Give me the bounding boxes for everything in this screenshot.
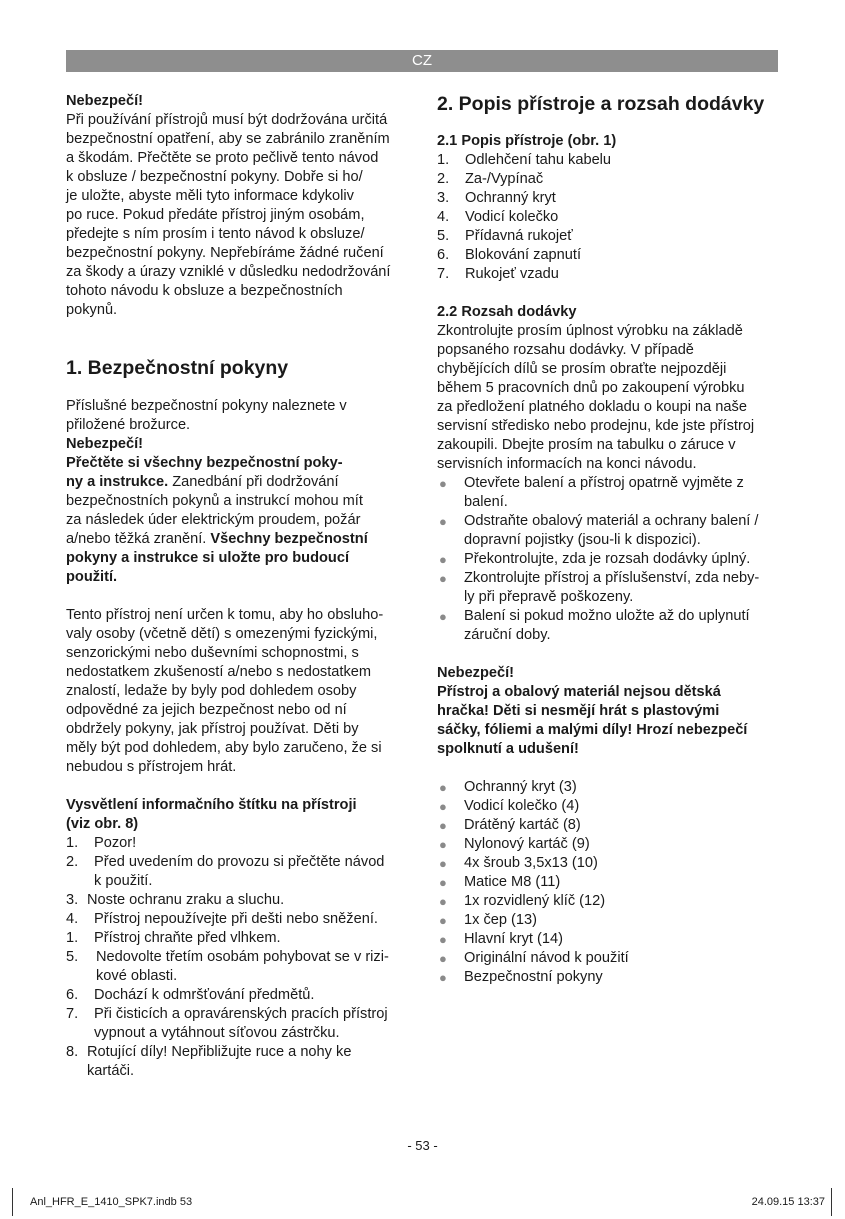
crop-mark-left [12,1188,13,1216]
section-2-2-title: 2.2 Rozsah dodávky [437,304,577,320]
intro-warning-title: Nebezpečí! [66,93,144,109]
list-item: 3. Noste ochranu zraku a sluchu. [66,892,285,908]
bullet-icon: ● [439,837,447,852]
bullet-icon: ● [439,970,447,985]
list-item: 8. Rotující díly! Nepřibližujte ruce a nohy ke kartáči. [66,1044,352,1079]
list-item: ● Ochranný kryt (3) [439,779,577,795]
warning-2-text: Přístroj a obalový materiál nejsou dětská hračka! Děti si nesmějí hrát s plastovými sáčky, fóliemi a malými díly! Hrozí nebezpečí spolknutí a udušení! [437,684,748,757]
list-item: 2. Za-/Vypínač [437,171,544,187]
footer-date-time: 24.09.15 13:37 [751,1196,825,1208]
list-item: 7. Při čisticích a opravárenských pracích přístroj vypnout a vytáhnout síťovou zástrčku. [66,1006,388,1041]
s1-warning: Nebezpečí! [66,436,144,452]
language-label: CZ [412,52,432,69]
list-item: ● Vodicí kolečko (4) [439,798,580,814]
bullet-icon: ● [439,913,447,928]
left-column [66,92,426,1081]
list-item: 6. Dochází k odmršťování předmětů. [66,987,315,1003]
bullet-icon: ● [439,856,447,871]
right-column [437,92,782,987]
bullet-icon: ● [439,932,447,947]
device-parts-list [437,151,782,284]
bullet-icon: ● [439,476,447,491]
list-item: 1. Pozor! [66,835,137,851]
bullet-icon: ● [439,780,447,795]
list-item: ● Originální návod k použití [439,950,629,966]
delivery-contents-list [437,778,782,987]
section-2-1-title: 2.1 Popis přístroje (obr. 1) [437,133,617,149]
list-item: ● Odstraňte obalový materiál a ochrany balení / dopravní pojistky (jsou-li k dispozici). [439,513,759,548]
label-explanation-list [66,834,426,1081]
list-item: 5. Nedovolte třetím osobám pohybovat se v rizi- kové oblasti. [66,949,389,984]
bullet-icon: ● [439,894,447,909]
warning-2-title: Nebezpečí! [437,665,515,681]
unpacking-steps-list [437,474,782,645]
list-item: ● 1x čep (13) [439,912,538,928]
crop-mark-right [831,1188,832,1216]
s1-paragraph-3: Tento přístroj není určen k tomu, aby ho obsluho- valy osoby (včetně dětí) s omezenými fyzickými, senzorickými nebo duševními schopnostmi, s nedostatkem zkušeností a/nebo s nedostatkem znalostí, ledaže by byly pod dohledem osoby odpovědné za jejich bezpečnost nebo od ní obdržely pokyny, jak přístroj používat. Děti by měly být pod dohledem, aby bylo zaručeno, že si nebudou s přístrojem hrát. [66,607,384,775]
bullet-icon: ● [439,609,447,624]
list-item: 4. Přístroj nepoužívejte při dešti nebo sněžení. [66,911,378,927]
s1-paragraph-2: Přečtěte si všechny bezpečnostní poky- ny a instrukce. Zanedbání při dodržování bezpečnostních pokynů a instrukcí mohou mít za následek úder elektrickým proudem, požár a/nebo těžká zranění. Všechny bezpečnostní pokyny a instrukce si uložte pro budoucí použití. [66,455,368,585]
bullet-icon: ● [439,951,447,966]
list-item: ● Překontrolujte, zda je rozsah dodávky úplný. [439,551,751,567]
list-item: 7. Rukojeť vzadu [437,266,559,282]
list-item: ● Bezpečnostní pokyny [439,969,603,985]
list-item: 3. Ochranný kryt [437,190,556,206]
s1-paragraph-1: Příslušné bezpečnostní pokyny naleznete v přiložené brožurce. [66,398,347,433]
list-item: ● Drátěný kartáč (8) [439,817,581,833]
section-1-title: 1. Bezpečnostní pokyny [66,357,289,379]
list-item: ● 4x šroub 3,5x13 (10) [439,855,598,871]
list-item: ● Matice M8 (11) [439,874,561,890]
list-item: 6. Blokování zapnutí [437,247,582,263]
list-item: 4. Vodicí kolečko [437,209,559,225]
list-item: ● Nylonový kartáč (9) [439,836,590,852]
list-item: ● Balení si pokud možno uložte až do uplynutí záruční doby. [439,608,750,643]
section-2-2-text: Zkontrolujte prosím úplnost výrobku na základě popsaného rozsahu dodávky. V případě chybějících dílů se prosím obraťte nejpozději během 5 pracovních dnů po zakoupení výrobku za předložení platného dokladu o koupi na naše servisní středisko nebo prodejnu, kde jste přístroj zakoupili. Dbejte prosím na tabulku o záruce v servisních informacích na konci návodu. [437,323,755,472]
footer-file-name: Anl_HFR_E_1410_SPK7.indb 53 [30,1196,193,1208]
list-item: 2. Před uvedením do provozu si přečtěte návod k použití. [66,854,385,889]
page-number: - 53 - [407,1138,438,1153]
list-item: 1. Přístroj chraňte před vlhkem. [66,930,281,946]
bullet-icon: ● [439,799,447,814]
list-item: ● Otevřete balení a přístroj opatrně vyjměte z balení. [439,475,744,510]
bullet-icon: ● [439,571,447,586]
intro-warning-text: Při používání přístrojů musí být dodržována určitá bezpečnostní opatření, aby se zabránilo zraněním a škodám. Přečtěte se proto pečlivě tento návod k obsluze / bezpečnostní pokyny. Dobře si ho/ je uložte, abyste měli tyto informace kdykoliv po ruce. Pokud předáte přístroj jiným osobám, předejte s ním prosím i tento návod k obsluze/ bezpečnostní pokyny. Nepřebíráme žádné ručení za škody a úrazy vzniklé v důsledku nedodržování tohoto návodu k obsluze a bezpečnostních pokynů. [66,112,391,318]
bullet-icon: ● [439,552,447,567]
language-header-bar [66,50,778,72]
section-2-title: 2. Popis přístroje a rozsah dodávky [437,93,765,115]
list-item: ● Hlavní kryt (14) [439,931,563,947]
bullet-icon: ● [439,818,447,833]
list-item: ● Zkontrolujte přístroj a příslušenství, zda neby- ly při přepravě poškozeny. [439,570,760,605]
bullet-icon: ● [439,514,447,529]
label-explanation-title: Vysvětlení informačního štítku na přístroji (viz obr. 8) [66,797,357,832]
bullet-icon: ● [439,875,447,890]
list-item: 5. Přídavná rukojeť [437,228,573,244]
list-item: 1. Odlehčení tahu kabelu [437,152,612,168]
list-item: ● 1x rozvidlený klíč (12) [439,893,606,909]
